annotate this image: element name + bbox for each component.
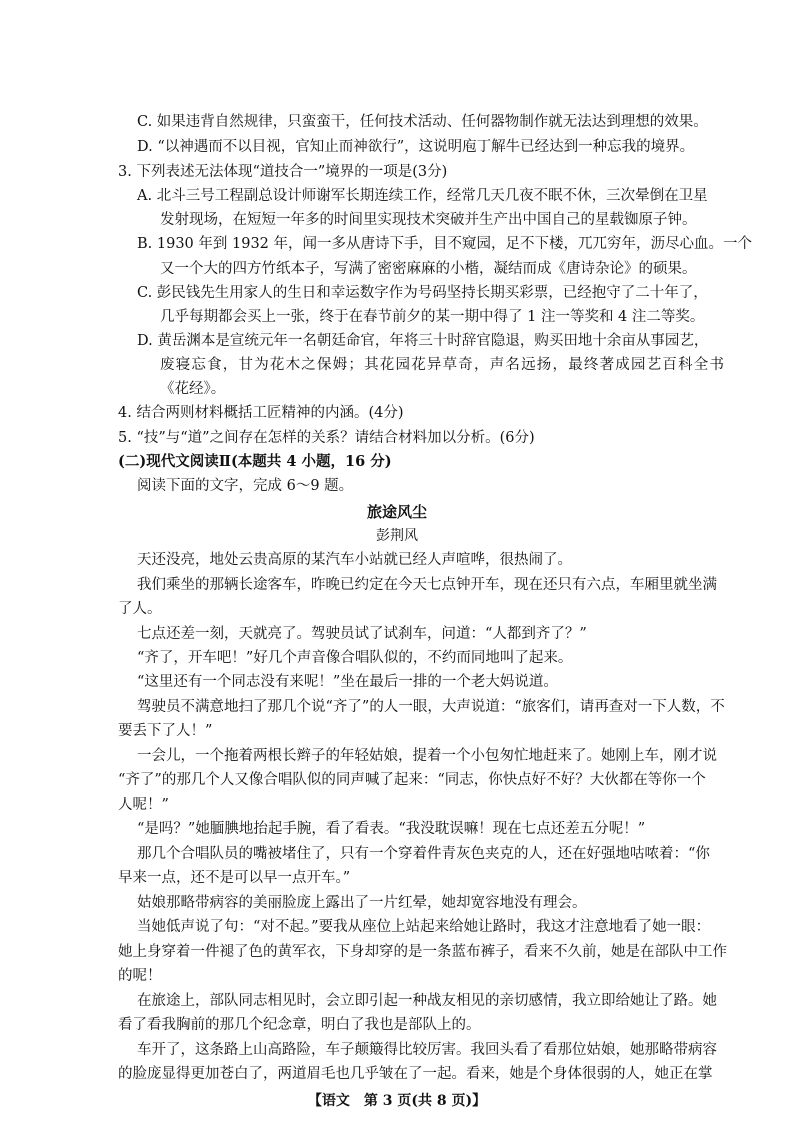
paragraph-line: “齐了”的那几个人又像合唱队似的同声喊了起来：“同志，你快点好不好？大伙都在等你一个 [118,772,706,788]
q3-option-d-line-1: D. 黄岳渊本是宣统元年一名朝廷命官，年将三十时辞官隐退，购买田地十余亩从事园艺， [137,333,709,349]
question-3: 3. 下列表述无法体现“道技合一”境界的一项是(3分) [118,164,448,180]
q3-option-b-line-1: B. 1930 年到 1932 年，闻一多从唐诗下手，目不窥园，足不下楼，兀兀穷年，沥尽心血。一个 [137,236,753,252]
section-heading: (二)现代文阅读Ⅱ(本题共 4 小题，16 分) [118,453,392,470]
paragraph-line: 驾驶员不满意地扫了那几个说“齐了”的人一眼，大声说道：“旅客们，请再查对一下人数，不 [137,699,725,715]
paragraph-line: “齐了，开车吧！”好几个声音像合唱队似的，不约而同地叫了起来。 [137,650,573,666]
q3-option-a-line-2: 发射现场，在短短一年多的时间里实现技术突破并生产出中国自己的星载铷原子钟。 [160,212,697,228]
paragraph-line: 在旅途上，部队同志相见时，会立即引起一种战友相见的亲切感情，我立即给她让了路。她 [137,993,717,1009]
question-4: 4. 结合两则材料概括工匠精神的内涵。(4分) [118,405,404,421]
paragraph-line: 姑娘那略带病容的美丽脸庞上露出了一片红晕，她却宽容地没有理会。 [137,895,587,911]
paragraph-line: 了人。 [118,601,162,617]
article-author: 彭荆风 [376,528,418,544]
q3-option-a-line-1: A. 北斗三号工程副总设计师谢军长期连续工作，经常几天几夜不眠不休，三次晕倒在卫星 [137,188,708,204]
q3-option-c-line-2: 几乎每期都会买上一张，终于在春节前夕的某一期中得了 1 注一等奖和 4 注二等奖。 [160,309,705,325]
paragraph-line: “是吗？”她腼腆地抬起手腕，看了看表。“我没耽误嘛！现在七点还差五分呢！” [137,821,646,837]
q3-option-c-line-1: C. 彭民钱先生用家人的生日和幸运数字作为号码坚持长期买彩票，已经抱守了二十年了， [137,285,708,301]
paragraph-line: 一会儿，一个拖着两根长辫子的年轻姑娘，提着一个小包匆忙地赶来了。她刚上车，刚才说 [137,748,717,764]
paragraph-line: 七点还差一刻，天就亮了。驾驶员试了试刹车，问道：“人都到齐了？” [137,626,587,642]
paragraph-line: 的脸庞显得更加苍白了，两道眉毛也几乎皱在了一起。看来，她是个身体很弱的人，她正在掌 [118,1066,713,1082]
paragraph-line: 她上身穿着一件褪了色的黄军衣，下身却穿的是一条蓝布裤子，看来不久前，她是在部队中工作 [118,944,727,960]
paragraph-line: 天还没亮，地处云贵高原的某汽车小站就已经人声喧哗，很热闹了。 [137,552,572,568]
q3-option-d-line-3: 《花经》。 [160,381,226,397]
paragraph-line: 我们乘坐的那辆长途客车，昨晚已约定在今天七点钟开车，现在还只有六点，车厢里就坐满 [137,577,717,593]
page-footer: 【语文 第 3 页(共 8 页)】 [307,1093,487,1109]
paragraph-line: 那几个合唱队员的嘴被堵住了，只有一个穿着件青灰色夹克的人，还在好强地咕哝着：“你 [137,846,710,862]
paragraph-line: 的呢！ [118,968,162,984]
paragraph-line: 人呢！” [118,797,169,813]
paragraph-line: 当她低声说了句：“对不起。”要我从座位上站起来给她让路时，我这才注意地看了她一眼： [137,919,711,935]
q3-option-d-line-2: 废寝忘食，甘为花木之保姆；其花园花异草奇，声名远扬，最终著成园艺百科全书 [160,357,726,373]
paragraph-line: 看了看我胸前的那几个纪念章，明白了我也是部队上的。 [118,1017,481,1033]
question-5: 5. “技”与“道”之间存在怎样的关系？请结合材料加以分析。(6分) [118,430,535,446]
reading-instruction: 阅读下面的文字，完成 6～9 题。 [137,478,354,494]
q3-option-b-line-2: 又一个大的四方竹纸本子，写满了密密麻麻的小楷，凝结而成《唐诗杂论》的硕果。 [160,261,697,277]
option-c-line: C. 如果违背自然规律，只蛮蛮干，任何技术活动、任何器物制作就无法达到理想的效果。 [137,114,708,130]
paragraph-line: 车开了，这条路上山高路险，车子颠簸得比较厉害。我回头看了看那位姑娘，她那略带病容 [137,1042,717,1058]
article-title: 旅途风尘 [366,503,427,521]
paragraph-line: 要丢下了人！” [118,723,213,739]
paragraph-line: 早来一点，还不是可以早一点开车。” [118,870,351,886]
paragraph-line: “这里还有一个同志没有来呢！”坐在最后一排的一个老大妈说道。 [137,674,558,690]
option-d-line: D. “以神遇而不以目视，官知止而神欲行”，这说明庖丁解牛已经达到一种忘我的境界。 [137,139,695,155]
